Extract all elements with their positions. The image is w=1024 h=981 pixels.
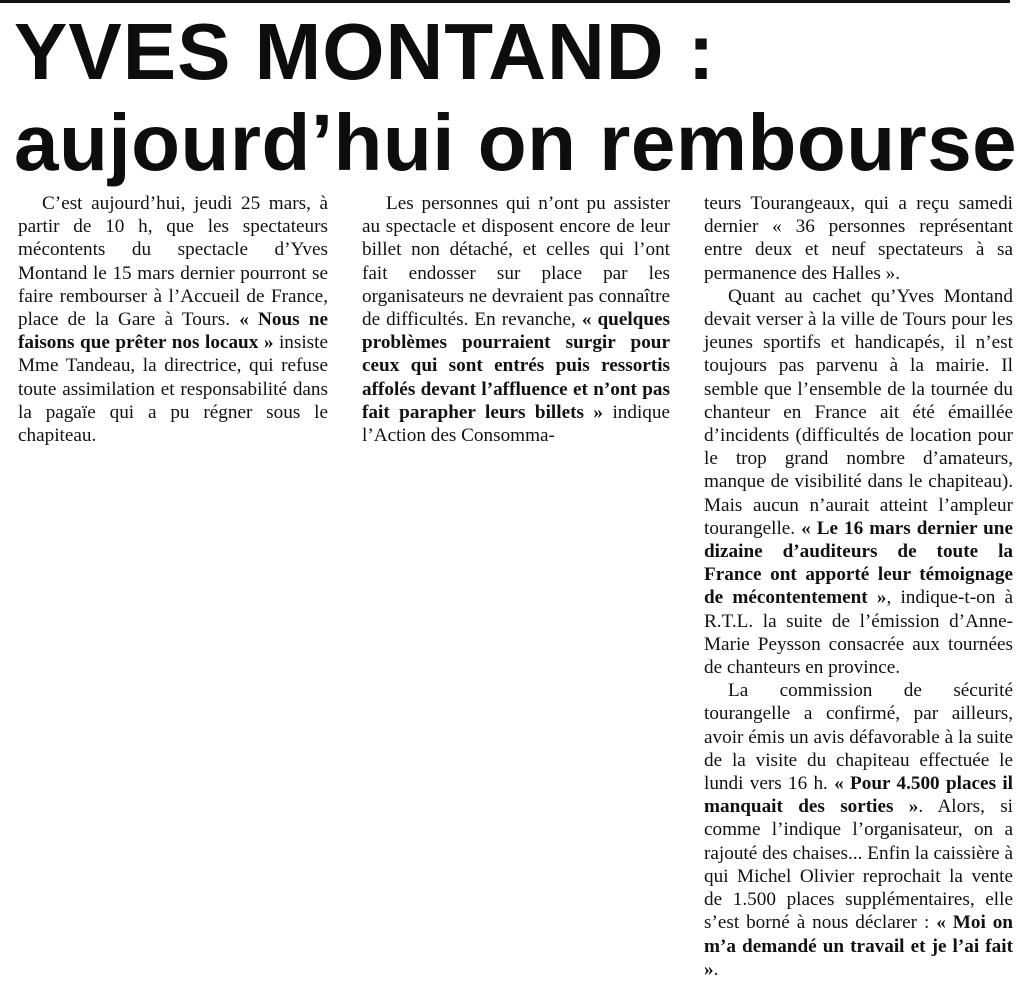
text-run: , indique-t-on à R.T.L. la suite de l’émission d’Anne-Marie Peysson consacrée aux tournées de chanteurs en province. — [704, 587, 1013, 679]
text-run: Les personnes qui n’ont pu assister au spectacle et disposent encore de leur billet non détaché, et celles qui l’ont fait endosser sur place par les organisateurs ne devraient pas connaître de difficultés. En revanche, — [362, 193, 670, 331]
paragraph — [704, 192, 1013, 285]
headline-line-2: aujourd’hui on rembourse — [14, 98, 1018, 187]
top-rule — [0, 0, 1010, 3]
paragraph — [704, 285, 1013, 679]
quote-bold: « Moi on m’a demandé un travail et je l’ai fait » — [704, 912, 1013, 980]
paragraph — [704, 679, 1013, 981]
paragraph — [18, 192, 328, 447]
text-run: indique l’Action des Consomma- — [362, 401, 670, 447]
text-run: teurs Tourangeaux, qui a reçu samedi dernier « 36 personnes représentant entre deux et neuf spectateurs à sa permanence des Halles ». — [704, 193, 1013, 284]
text-run: La commission de sécurité tourangelle a confirmé, par ailleurs, avoir émis un avis défavorable à la suite de la visite du chapiteau effectuée le lundi vers 16 h. — [704, 680, 1013, 795]
article-column-1 — [18, 192, 328, 447]
quote-bold: « Pour 4.500 places il manquait des sorties » — [704, 773, 1013, 818]
quote-bold: « Nous ne faisons que prêter nos locaux » — [18, 309, 328, 354]
quote-bold: « quelques problèmes pourraient surgir pour ceux qui sont entrés puis ressortis affolés devant l’affluence et n’ont pas fait parapher leurs billets » — [362, 309, 671, 423]
text-run: . — [713, 958, 719, 980]
headline-line-1: YVES MONTAND : — [14, 7, 716, 96]
text-run: C’est aujourd’hui, jeudi 25 mars, à partir de 10 h, que les spectateurs mécontents du spectacle d’Yves Montand le 15 mars dernier pourront se faire rembourser à l’Accueil de France, place de la Gare à Tours. — [18, 193, 328, 331]
paragraph — [362, 192, 670, 447]
quote-bold: « Le 16 mars dernier une dizaine d’auditeurs de toute la France ont apporté leur témoignage de mécontentement » — [704, 517, 1013, 609]
text-run: insiste Mme Tandeau, la directrice, qui refuse toute assimilation et responsabilité dans la pagaïe qui a pu régner sous le chapiteau. — [18, 332, 328, 447]
text-run: Quant au cachet qu’Yves Montand devait verser à la ville de Tours pour les jeunes sportifs et handicapés, il n’est toujours pas parvenu à la mairie. Il semble que l’ensemble de la tournée du chanteur en France ait été émaillée d’incidents (difficultés de location pour le trop grand nombre d’amateurs, manque de visibilité dans le chapiteau). Mais aucun n’aurait atteint l’ampleur tourangelle. — [704, 285, 1013, 539]
headline — [14, 6, 1017, 188]
article-column-3 — [704, 192, 1013, 981]
text-run: . Alors, si comme l’indique l’organisateur, on a rajouté des chaises... Enfin la caissière à qui Michel Olivier reprochait la vente de 1.500 places supplémentaires, elle s’est borné à nous déclarer : — [704, 796, 1013, 934]
article-column-2 — [362, 192, 670, 447]
